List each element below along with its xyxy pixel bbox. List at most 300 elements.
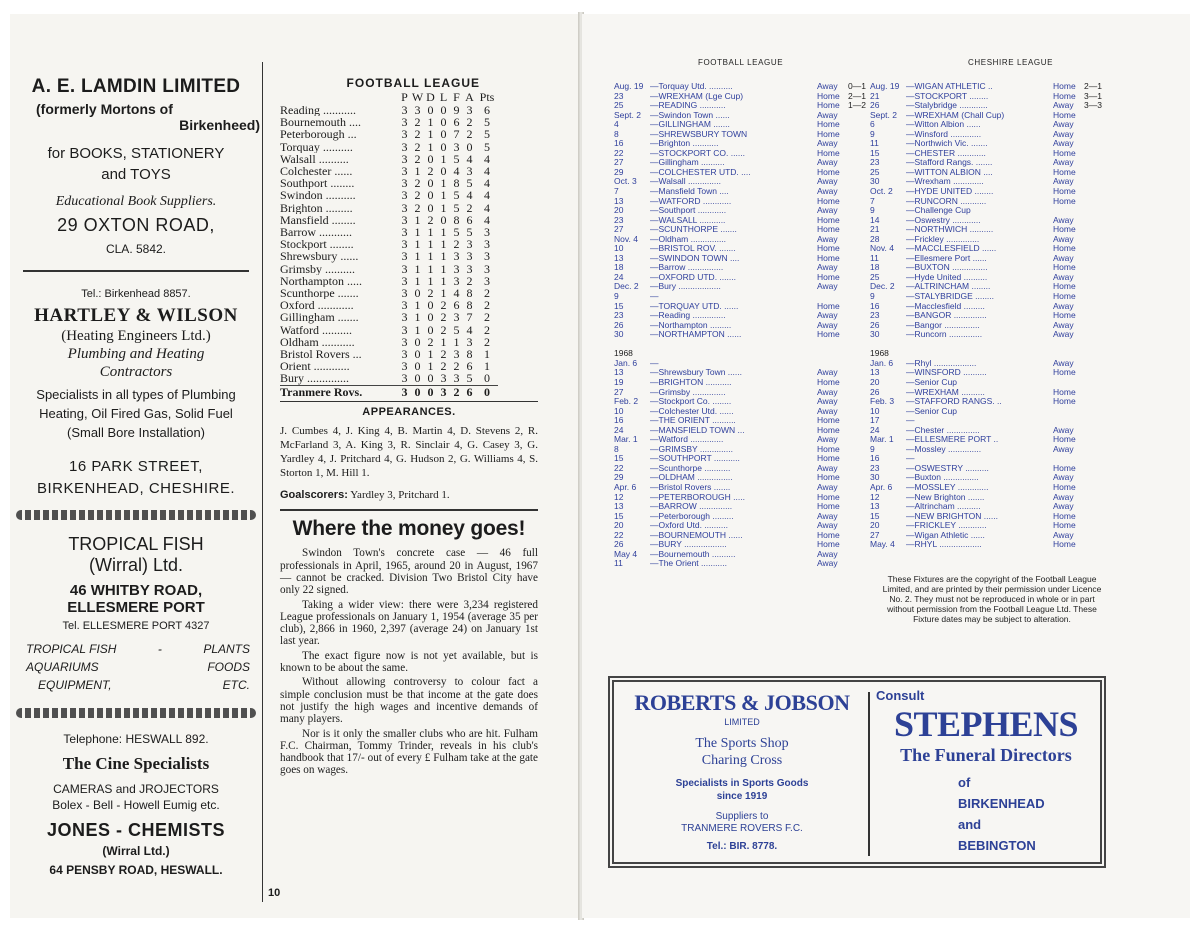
fixture-venue: Away <box>1053 424 1074 435</box>
fixture-date: 16 <box>870 300 880 311</box>
fixture-date: 18 <box>870 262 880 273</box>
lamdin-name: A. E. LAMDIN LIMITED <box>31 76 241 97</box>
fixture-result <box>848 454 872 464</box>
league-table <box>280 91 498 398</box>
fixture-opponent: —FRICKLEY ............ <box>906 521 987 531</box>
fixture-opponent: —SOUTHPORT ........... <box>650 454 740 464</box>
league-cell: 1 <box>427 347 434 362</box>
goalscorers <box>280 489 538 501</box>
fixture-opponent: —Bournemouth .......... <box>650 549 736 559</box>
roberts-line-1: The Sports Shop <box>695 736 789 751</box>
league-cell: 2 <box>440 359 447 374</box>
fixture-opponent: —STALYBRIDGE ........ <box>906 292 995 302</box>
roberts-line-6: TRANMERE ROVERS F.C. <box>681 823 803 834</box>
league-cell: 2 <box>466 115 473 130</box>
fixture-date: 30 <box>870 472 880 483</box>
league-cell: 3 <box>401 359 408 374</box>
league-cell: 3 <box>401 225 408 240</box>
league-cell: 1 <box>440 273 447 288</box>
fixture-result <box>848 559 872 569</box>
roberts-line-4: since 1919 <box>716 791 768 802</box>
league-row <box>280 299 498 311</box>
league-team: Stockport ........ <box>280 238 354 251</box>
fixture-result <box>1084 254 1108 264</box>
fixture-venue: Home <box>817 214 840 225</box>
league-cell: 1 <box>427 249 434 264</box>
fixture-result <box>1084 311 1108 321</box>
fixture-opponent: —RUNCORN ........... <box>906 196 987 206</box>
fixture-date: Jan. 6 <box>614 357 638 368</box>
fixture-opponent: —Challenge Cup <box>906 206 971 216</box>
fixture-date: 25 <box>870 271 880 282</box>
fixture-venue: Home <box>817 453 840 464</box>
fixture-result <box>848 302 872 312</box>
league-cell: 2 <box>453 359 460 374</box>
fixture-result <box>1084 149 1108 159</box>
fixture-date: 13 <box>614 252 624 263</box>
league-cell: 0 <box>440 164 447 179</box>
fixture-result <box>1084 502 1108 512</box>
roberts-specialists <box>622 777 862 803</box>
fixture-result <box>1084 177 1108 187</box>
fixture-venue: Away <box>1053 157 1074 168</box>
fixture-venue: Home <box>817 147 840 158</box>
fixture-date: 13 <box>614 501 624 512</box>
stephens-sub: The Funeral Directors <box>900 745 1072 765</box>
fixture-result: 2—1 <box>848 90 866 101</box>
hartley-spec-2: Heating, Oil Fired Gas, Solid Fuel <box>39 405 233 421</box>
fixture-venue: Home <box>1053 243 1076 254</box>
league-cell: 0 <box>414 286 421 301</box>
advert-column <box>10 62 263 902</box>
fixture-date: 27 <box>614 224 624 235</box>
league-cell: 4 <box>484 212 490 227</box>
fixture-opponent: —ELLESMERE PORT .. <box>906 435 999 445</box>
fixture-date: 27 <box>614 386 624 397</box>
fixture-date: 18 <box>614 262 624 273</box>
fixture-result <box>1084 292 1108 302</box>
league-cell: 1 <box>427 359 434 374</box>
fixture-venue: Home <box>817 252 840 263</box>
league-cell: 0 <box>476 385 498 398</box>
fixture-opponent: —Oldham ............... <box>650 234 727 244</box>
league-cell: 2 <box>427 164 434 179</box>
fixture-venue: Home <box>1053 109 1076 120</box>
fixture-opponent: —Gillingham .......... <box>650 158 725 168</box>
league-cell: 2 <box>466 200 473 215</box>
league-cell: 2 <box>414 188 421 203</box>
league-cell: 1 <box>414 237 421 252</box>
league-cell: 3 <box>401 310 408 325</box>
league-body <box>280 104 498 398</box>
fixture-result <box>848 340 872 350</box>
league-cell: 8 <box>453 212 460 227</box>
league-cell: 0 <box>427 200 434 215</box>
fixture-date: 23 <box>614 90 624 101</box>
fixture-result <box>1084 139 1108 149</box>
fixture-venue: Away <box>817 281 838 292</box>
fixture-date: 26 <box>870 100 880 111</box>
league-cell: 3 <box>401 176 408 191</box>
league-team: Southport ........ <box>280 177 355 190</box>
league-cell: 2 <box>440 310 447 325</box>
fixture-date: 9 <box>870 128 875 139</box>
fixture-venue: Home <box>1053 367 1076 378</box>
appearances-text: J. Cumbes 4, J. King 4, B. Martin 4, D. Stevens 2, R. McFarland 3, A. King 3, R. Sinclair 4, G. Casey 3, G. Yardley 4, J. Pritchard 4, G. Hudson 2, G. Williams 4, S. Storton 1, M. Hill 1. <box>280 425 538 480</box>
fixture-date: 9 <box>870 291 875 302</box>
fixture-row <box>614 349 872 359</box>
fixture-result <box>1084 235 1108 245</box>
fixture-venue: Away <box>1053 100 1074 111</box>
league-cell: 4 <box>484 200 490 215</box>
fixture-opponent: —SWINDON TOWN .... <box>650 253 740 263</box>
hartley-tag-1: Plumbing and Heating <box>67 345 205 362</box>
article-paragraph: Nor is it only the smaller clubs who are hit. Fulham F.C. Chairman, Tommy Trinder, reveals in his club's handbook that 17/- out of every £ Fulham take at the gate goes on wages. <box>280 727 538 777</box>
league-team: Tranmere Rovs. <box>280 385 398 398</box>
fixture-result <box>848 130 872 140</box>
fixture-opponent: —Bristol Rovers ....... <box>650 482 731 492</box>
fixture-row <box>870 445 1108 455</box>
league-cell: 2 <box>414 115 421 130</box>
fixture-row <box>614 282 872 292</box>
fixture-date: 11 <box>870 138 879 149</box>
fixture-date: 26 <box>870 386 880 397</box>
fixture-result <box>848 120 872 130</box>
fixture-venue: Away <box>817 405 838 416</box>
fixture-date: 25 <box>614 100 624 111</box>
fixture-date: 20 <box>614 520 624 531</box>
fixture-opponent: —WALSALL ........... <box>650 215 726 225</box>
league-cell: 0 <box>414 359 421 374</box>
fixture-opponent: —Bury .................. <box>650 282 721 292</box>
league-cell: 6 <box>453 115 460 130</box>
tropical-row-3a: EQUIPMENT, <box>38 677 112 692</box>
fixture-venue: Away <box>817 462 838 473</box>
fixture-venue: Away <box>1053 252 1074 263</box>
fixture-venue: Home <box>817 376 840 387</box>
fixture-venue: Home <box>1053 396 1076 407</box>
fixture-opponent: —GILLINGHAM ....... <box>650 120 730 130</box>
fixture-venue <box>817 340 848 350</box>
hartley-name: HARTLEY & WILSON <box>34 304 238 326</box>
fixture-row <box>870 197 1108 207</box>
league-cell: 2 <box>440 298 447 313</box>
fixture-date: Apr. 6 <box>870 481 893 492</box>
roberts-name: ROBERTS & JOBSON <box>634 690 850 715</box>
fixture-result <box>1084 388 1108 398</box>
fixture-opponent: —Senior Cup <box>906 377 958 387</box>
divider <box>23 270 249 272</box>
fixture-result: 3—3 <box>1084 100 1102 111</box>
fixture-result <box>848 407 872 417</box>
league-row <box>280 128 498 140</box>
fixture-result <box>848 321 872 331</box>
cine-name: The Cine Specialists <box>62 753 210 773</box>
league-cell: 3 <box>401 139 408 154</box>
fixture-venue: Away <box>1053 491 1074 502</box>
cheshire-league-heading: CHESHIRE LEAGUE <box>968 58 1054 67</box>
chemist-address: 64 PENSBY ROAD, HESWALL. <box>49 862 223 877</box>
hartley-tel: Tel.: Birkenhead 8857. <box>81 287 191 300</box>
fixture-result <box>1084 454 1108 464</box>
fixture-venue: Home <box>1053 224 1076 235</box>
fixture-date: 27 <box>870 529 880 540</box>
lamdin-advert <box>10 76 262 256</box>
tropical-row-2 <box>10 658 262 676</box>
fixture-date: 25 <box>870 166 880 177</box>
fixture-result <box>1084 397 1108 407</box>
fixture-opponent: —Peterborough ......... <box>650 511 734 521</box>
fixture-date: 22 <box>614 529 624 540</box>
league-cell: 1 <box>440 225 447 240</box>
fixture-opponent: —WREXHAM .......... <box>906 387 985 397</box>
football-league-fixtures <box>614 82 872 569</box>
fixture-opponent: —Stalybridge ............ <box>906 101 988 111</box>
league-cell: 3 <box>401 237 408 252</box>
hartley-tag-2: Contractors <box>99 363 173 380</box>
fixture-venue: Away <box>1053 128 1074 139</box>
fixture-result <box>848 359 872 369</box>
fixture-venue <box>1053 340 1084 350</box>
fixture-opponent: —WREXHAM (Chall Cup) <box>906 110 1005 120</box>
fixture-date: 21 <box>870 90 880 101</box>
tropical-row-1b: - <box>157 641 162 656</box>
league-cell: 2 <box>453 237 460 252</box>
fixture-opponent: —Bangor ............... <box>906 320 980 330</box>
league-team: Grimsby .......... <box>280 262 355 275</box>
fixture-opponent: —Stockport Co. ........ <box>650 397 732 407</box>
league-cell: 0 <box>427 371 434 386</box>
fixture-opponent: — <box>906 416 915 426</box>
divider <box>868 692 870 856</box>
fixture-result <box>1084 206 1108 216</box>
fixture-opponent: — <box>906 454 915 464</box>
fixture-opponent: —Macclesfield ......... <box>906 301 985 311</box>
fixture-row <box>870 330 1108 340</box>
fixture-date: Jan. 6 <box>870 357 894 368</box>
league-cell: 4 <box>484 164 490 179</box>
fixture-result <box>848 416 872 426</box>
fixture-venue: Away <box>817 558 838 569</box>
league-cell: 0 <box>427 151 434 166</box>
league-cell: 1 <box>440 261 447 276</box>
fixture-result <box>848 445 872 455</box>
stephens-l1: of <box>958 775 971 790</box>
league-row <box>280 348 498 360</box>
fixture-result <box>1084 158 1108 168</box>
league-cell: 1 <box>414 225 421 240</box>
fixture-date: 9 <box>870 443 875 454</box>
fixture-result <box>848 540 872 550</box>
league-cell: 2 <box>466 127 473 142</box>
fixture-date: 30 <box>870 176 880 187</box>
fixture-venue: Home <box>817 243 840 254</box>
fixture-result <box>848 158 872 168</box>
league-cell: 3 <box>401 334 408 349</box>
fixture-venue: Away <box>817 262 838 273</box>
fixture-date: 26 <box>614 319 624 330</box>
fixture-opponent: —Shrewsbury Town ...... <box>650 368 742 378</box>
fixture-opponent: —WINSFORD .......... <box>906 368 987 378</box>
league-cell: 2 <box>427 334 434 349</box>
league-cell: 4 <box>484 176 490 191</box>
league-row <box>280 311 498 323</box>
league-cell: 8 <box>453 176 460 191</box>
stephens-l2: BIRKENHEAD <box>958 796 1045 811</box>
league-cell: 8 <box>466 286 473 301</box>
league-cell: 3 <box>466 237 473 252</box>
fixture-opponent: —Scunthorpe ........... <box>650 463 731 473</box>
league-cell: 5 <box>484 139 490 154</box>
fixture-result: 2—1 <box>1084 81 1102 91</box>
tropical-row-2a: AQUARIUMS <box>26 659 99 674</box>
chemist-name: JONES - CHEMISTS <box>46 819 226 840</box>
fixture-result <box>1084 340 1108 350</box>
league-team: Torquay .......... <box>280 140 353 153</box>
fixture-opponent: —OLDHAM ............... <box>650 473 733 483</box>
league-cell: 1 <box>414 322 421 337</box>
fixture-date: 7 <box>870 195 875 206</box>
fixture-result <box>1084 512 1108 522</box>
fixture-result: 0—1 <box>848 81 866 91</box>
fixture-venue: Home <box>817 472 840 483</box>
fixture-date: 23 <box>614 310 624 321</box>
fixture-result <box>848 168 872 178</box>
fixture-date: 24 <box>614 424 624 435</box>
fixture-result <box>1084 330 1108 340</box>
fixture-venue: Home <box>1053 520 1076 531</box>
fixture-row <box>614 559 872 569</box>
league-cell: 0 <box>427 322 434 337</box>
fixture-date: 7 <box>614 186 619 197</box>
chain-border <box>16 708 256 718</box>
fixture-opponent: —Chester .............. <box>906 425 980 435</box>
article-title: Where the money goes! <box>292 517 526 541</box>
fixture-result <box>848 282 872 292</box>
league-cell: 1 <box>440 200 447 215</box>
fixture-venue: Home <box>817 501 840 512</box>
fixture-opponent: —Altrincham .......... <box>906 502 981 512</box>
fixture-opponent: —ALTRINCHAM ........ <box>906 282 991 292</box>
league-cell: 0 <box>484 371 490 386</box>
fixture-date: 11 <box>614 558 623 569</box>
fixture-date: 30 <box>614 329 624 340</box>
league-row <box>280 250 498 262</box>
league-cell: 2 <box>414 176 421 191</box>
league-cell: 2 <box>466 273 473 288</box>
fixture-venue: Away <box>817 233 838 244</box>
league-cell: 5 <box>453 322 460 337</box>
fixture-venue: Home <box>817 271 840 282</box>
fixture-opponent: —NORTHAMPTON ...... <box>650 330 742 340</box>
fixture-date: 15 <box>614 453 624 464</box>
league-cell: 0 <box>440 103 447 117</box>
tropical-address-1: 46 WHITBY ROAD, <box>69 581 203 599</box>
fixture-date: 27 <box>614 157 624 168</box>
fixture-result <box>848 426 872 436</box>
fixture-venue: Away <box>1053 472 1074 483</box>
league-cell: 1 <box>484 359 490 374</box>
league-team: Northampton ..... <box>280 274 362 288</box>
league-row <box>280 238 498 250</box>
league-cell: 2 <box>414 127 421 142</box>
league-header-cell: F <box>453 90 460 104</box>
fixture-opponent: —Northampton ......... <box>650 320 732 330</box>
fixture-date: 15 <box>614 510 624 521</box>
fixture-date: 1968 <box>614 348 633 359</box>
league-cell: 1 <box>484 347 490 362</box>
league-cell: 6 <box>466 359 473 374</box>
lamdin-address: 29 OXTON ROAD, <box>57 215 215 235</box>
fixture-date: 22 <box>614 147 624 158</box>
hartley-sub: (Heating Engineers Ltd.) <box>61 327 211 344</box>
fixture-result <box>848 502 872 512</box>
league-cell: 3 <box>437 385 450 398</box>
league-team: Bury .............. <box>280 372 349 386</box>
league-cell: 0 <box>414 334 421 349</box>
league-cell: 3 <box>401 298 408 313</box>
fixture-opponent: —Witton Albion ...... <box>906 120 981 130</box>
fixture-result <box>1084 168 1108 178</box>
league-cell: 2 <box>484 286 490 301</box>
fixture-date: 28 <box>870 233 880 244</box>
league-cell: 4 <box>466 322 473 337</box>
fixture-opponent: —STOCKPORT ........ <box>906 91 989 101</box>
fixture-row <box>870 407 1108 417</box>
cine-tel: Telephone: HESWALL 892. <box>63 731 209 746</box>
fixture-opponent: —WIGAN ATHLETIC .. <box>906 82 993 91</box>
fixture-venue: Away <box>817 205 838 216</box>
tropical-row-3 <box>10 676 262 694</box>
league-cell: 1 <box>453 334 460 349</box>
fixture-opponent: —Mansfield Town .... <box>650 187 729 197</box>
league-cell: 3 <box>401 212 408 227</box>
league-row <box>280 141 498 153</box>
league-header-team <box>280 91 398 104</box>
league-team: Scunthorpe ....... <box>280 287 359 300</box>
fixture-result <box>1084 407 1108 417</box>
league-cell: 3 <box>466 249 473 264</box>
fixture-opponent: —SCUNTHORPE ....... <box>650 225 737 235</box>
fixture-opponent: —Hyde United .......... <box>906 272 988 282</box>
fixture-result <box>1084 111 1108 121</box>
fixture-result <box>848 273 872 283</box>
league-cell: 3 <box>484 261 490 276</box>
fixture-result <box>1084 273 1108 283</box>
fixture-venue: Home <box>817 424 840 435</box>
league-team: Bournemouth .... <box>280 116 361 129</box>
fixture-opponent: —READING ........... <box>650 101 726 111</box>
fixture-opponent: —WATFORD ............ <box>650 196 732 206</box>
league-row <box>280 189 498 201</box>
league-cell: 5 <box>466 225 473 240</box>
league-cell: 3 <box>453 371 460 386</box>
fixture-result: 3—1 <box>1084 90 1102 101</box>
tropical-address-2: ELLESMERE PORT <box>67 598 205 616</box>
league-header-cell: W <box>411 90 424 104</box>
fixture-date: 24 <box>614 271 624 282</box>
league-cell: 3 <box>466 261 473 276</box>
fixture-opponent: —BURY .................. <box>650 540 727 550</box>
fixture-opponent: — <box>650 292 659 302</box>
league-team: Peterborough ... <box>280 128 357 141</box>
league-cell: 2 <box>484 334 490 349</box>
league-cell: 2 <box>414 151 421 166</box>
fixture-opponent: —Torquay Utd. .......... <box>650 82 733 91</box>
fixture-venue <box>817 349 848 359</box>
fixture-opponent: —BUXTON ............... <box>906 263 988 273</box>
fixture-result <box>848 197 872 207</box>
